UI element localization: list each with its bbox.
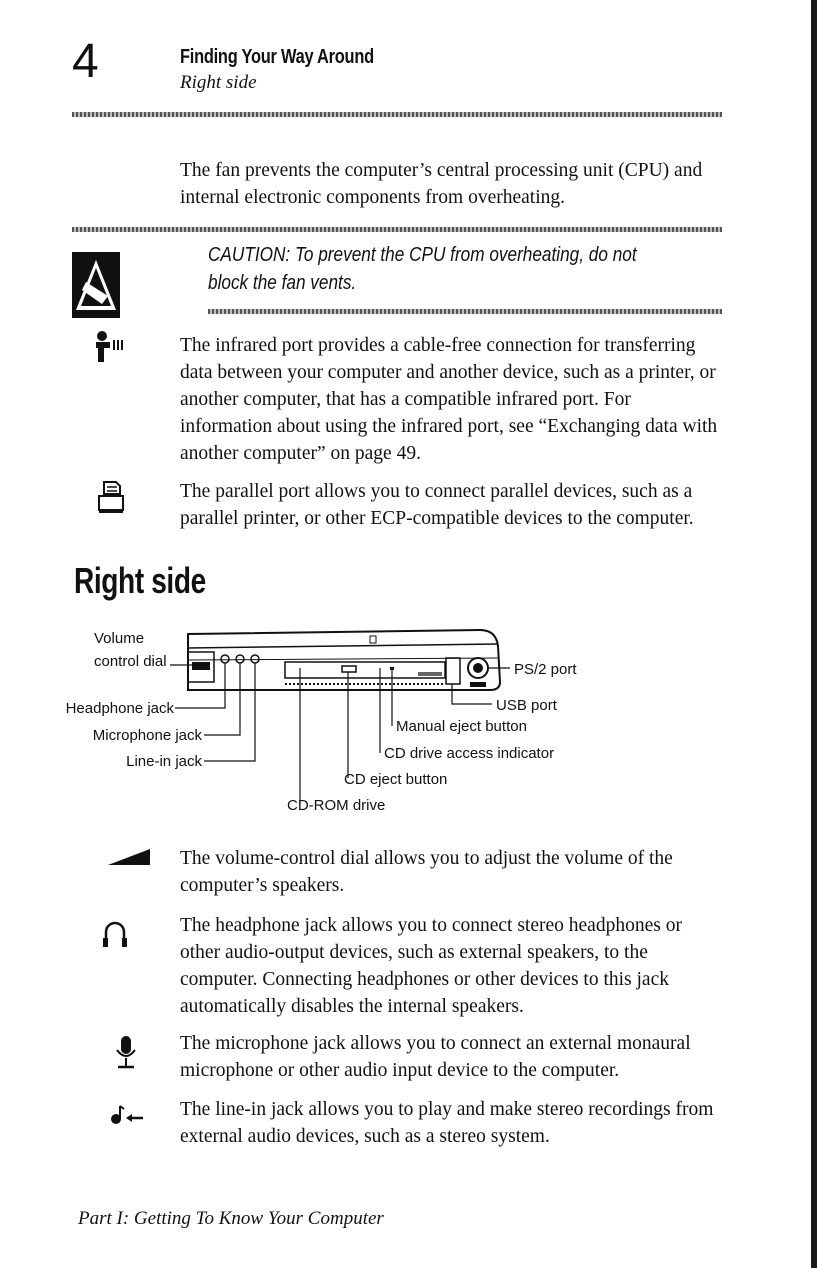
volume-dial <box>192 662 210 670</box>
volume-icon <box>108 849 152 870</box>
label-ps2-port: PS/2 port <box>514 661 577 678</box>
header-rule <box>72 112 722 117</box>
microphone-paragraph: The microphone jack allows you to connect an external monaural microphone or other audio input device to the computer. <box>180 1033 691 1081</box>
caution-bottom-rule <box>208 309 722 314</box>
line-in-paragraph: The line-in jack allows you to play and make stereo recordings from external audio devices, such as a stereo system. <box>180 1099 714 1147</box>
label-cd-eject: CD eject button <box>344 771 448 788</box>
section-subtitle: Right side <box>180 72 257 93</box>
label-usb-port: USB port <box>496 697 557 714</box>
section-title: Right side <box>74 560 206 601</box>
label-cd-access-indicator: CD drive access indicator <box>384 745 555 762</box>
fan-paragraph: The fan prevents the computer’s central processing unit (CPU) and internal electronic components from overheating. <box>180 160 703 208</box>
warning-triangle-icon <box>72 252 120 323</box>
microphone-icon <box>114 1036 138 1075</box>
headphone-icon <box>102 918 128 953</box>
infrared-port-icon <box>96 330 124 367</box>
label-cd-rom-drive: CD-ROM drive <box>287 797 386 814</box>
microphone-jack <box>236 655 244 663</box>
label-manual-eject: Manual eject button <box>396 718 527 735</box>
cd-access-indicator <box>390 667 394 670</box>
label-microphone-jack: Microphone jack <box>92 727 202 744</box>
right-side-diagram <box>65 618 600 828</box>
label-line-in-jack: Line-in jack <box>126 753 202 770</box>
page-number: 4 <box>72 35 99 88</box>
parallel-paragraph: The parallel port allows you to connect parallel devices, such as a parallel printer, or other ECP-compatible devices to the computer. <box>180 481 694 529</box>
usb-port <box>470 682 486 687</box>
headphone-jack <box>221 655 229 663</box>
label-volume-1: Volume <box>94 630 145 647</box>
label-volume-2: control dial <box>94 653 167 670</box>
printer-icon <box>98 480 124 519</box>
caution-top-rule <box>72 227 722 232</box>
cd-eject-button <box>342 666 356 672</box>
volume-paragraph: The volume-control dial allows you to adjust the volume of the computer’s speakers. <box>180 848 673 896</box>
line-in-jack <box>251 655 259 663</box>
chapter-title: Finding Your Way Around <box>180 46 374 68</box>
line-in-icon <box>110 1104 144 1131</box>
page-footer: Part I: Getting To Know Your Computer <box>78 1208 384 1229</box>
headphone-paragraph: The headphone jack allows you to connect stereo headphones or other audio-output devices, such as external speakers, to the computer. Connecting headphones or other devices to this jack automatically disables the internal speakers. <box>180 915 682 1017</box>
caution-text: CAUTION: To prevent the CPU from overheating, do not block the fan vents. <box>208 244 637 294</box>
infrared-paragraph: The infrared port provides a cable-free connection for transferring data between your computer and another device, such as a printer, or another computer, that has a compatible infrared port. For information about using the infrared port, see “Exchanging data with another computer” on page 49. <box>180 335 718 464</box>
page-edge <box>811 0 817 1268</box>
label-headphone-jack: Headphone jack <box>65 700 174 717</box>
